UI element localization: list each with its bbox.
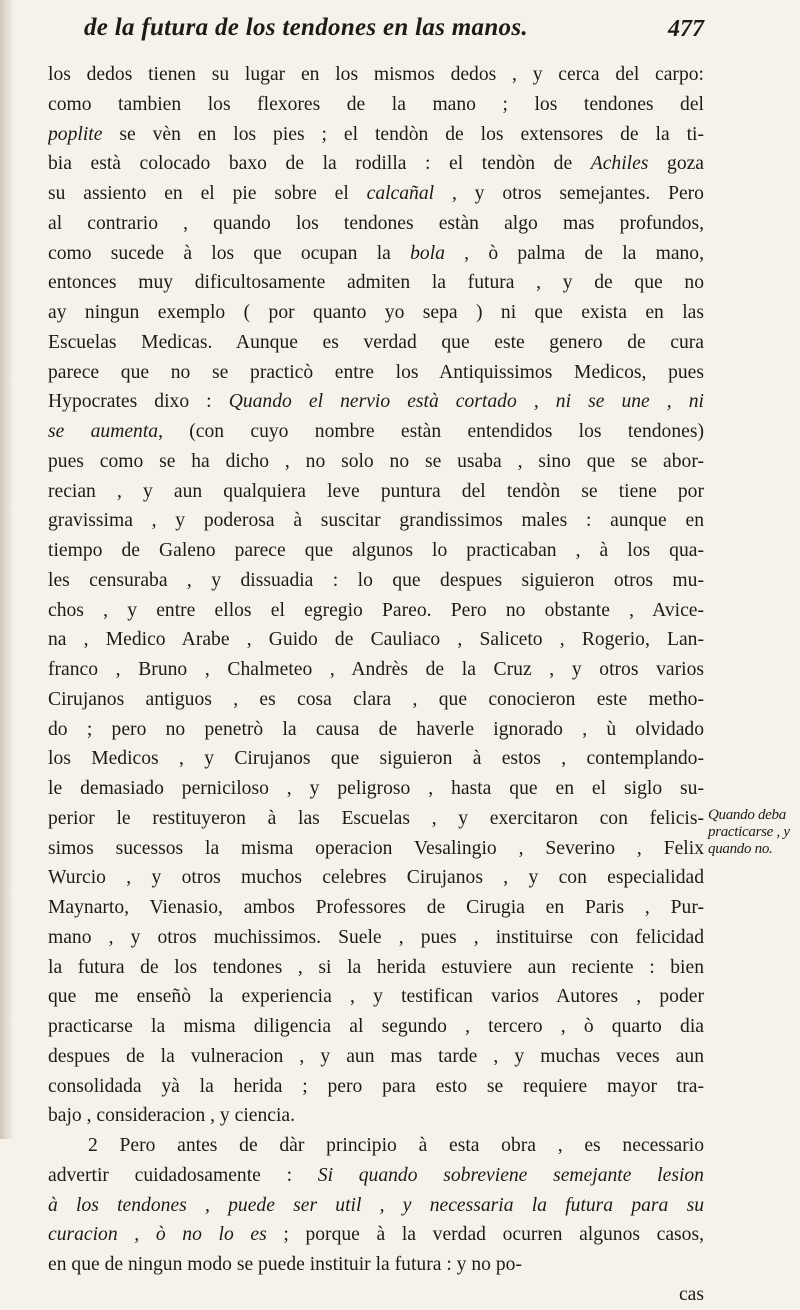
page-header — [84, 14, 704, 58]
text-segment: advertir cuidadosamente : — [48, 1164, 318, 1186]
marginal-note — [708, 807, 798, 858]
text-line — [48, 953, 704, 983]
text-segment: Hypocrates dixo : — [48, 391, 229, 413]
text-segment: bajo , consideracion , y ciencia. — [48, 1105, 295, 1127]
text-line — [48, 715, 704, 745]
text-line — [48, 1131, 704, 1161]
text-line — [48, 90, 704, 120]
text-segment: los dedos tienen su lugar en los mismos dedos , y cerca del carpo: — [48, 64, 704, 85]
text-segment: la futura de los tendones , si la herida estuviere aun reciente : bien — [48, 956, 704, 978]
text-line — [48, 477, 704, 507]
text-segment: despues de la vulneracion , y aun mas tarde , y muchas veces aun — [48, 1045, 704, 1067]
text-line — [48, 536, 704, 566]
text-segment: ; porque à la verdad ocurren algunos casos, — [266, 1224, 704, 1246]
text-line — [48, 625, 704, 655]
text-segment: perior le restituyeron à las Escuelas , y exercitaron con felicis- — [48, 807, 704, 829]
text-segment: cas — [678, 1283, 704, 1305]
text-segment: ay ningun exemplo ( por quanto yo sepa ) ni que exista en las — [48, 302, 704, 323]
text-segment: simos sucessos la misma operacion Vesalingio , Severino , Felix — [48, 837, 704, 859]
text-line — [48, 1161, 704, 1191]
text-segment: Maynarto, Vienasio, ambos Professores de Cirugia en Paris , Pur- — [48, 897, 704, 918]
text-line — [48, 209, 704, 239]
text-line — [48, 120, 704, 150]
marginal-note-line: quando no. — [708, 841, 773, 857]
text-segment: Escuelas Medicas. Aunque es verdad que este genero de cura — [48, 331, 704, 353]
text-segment: mano , y otros muchissimos. Suele , pues , instituirse con felicidad — [48, 926, 704, 948]
text-segment: na , Medico Arabe , Guido de Cauliaco , Saliceto , Rogerio, Lan- — [48, 629, 704, 651]
text-line — [48, 506, 704, 536]
text-segment: entonces muy dificultosamente admiten la futura , y de que no — [48, 272, 704, 294]
text-segment: Wurcio , y otros muchos celebres Cirujanos , y con especialidad — [48, 867, 704, 889]
text-line — [48, 834, 704, 864]
text-line — [48, 774, 704, 804]
text-segment: practicarse la misma diligencia al segundo , tercero , ò quarto dia — [48, 1016, 704, 1037]
text-line — [48, 179, 704, 209]
text-segment: su assiento en el pie sobre el — [48, 183, 367, 204]
italic-segment: curacion , ò no lo es — [48, 1224, 267, 1246]
text-line — [48, 149, 704, 179]
running-head: de la futura de los tendones en las manos. — [84, 14, 528, 41]
text-line — [48, 566, 704, 596]
text-line — [48, 239, 704, 269]
text-line — [48, 655, 704, 685]
marginal-note-line: Quando deba — [708, 807, 786, 823]
text-line — [48, 893, 704, 923]
text-line — [48, 863, 704, 893]
text-segment: , (con cuyo nombre estàn entendidos los tendones) — [158, 421, 704, 442]
marginal-note-line: practicarse , y — [708, 824, 790, 840]
text-segment: en que de ningun modo se puede instituir la futura : y no po- — [48, 1254, 522, 1275]
italic-segment: Achiles — [590, 153, 649, 175]
text-segment: parece que no se practicò entre los Antiquissimos Medicos, pues — [48, 361, 704, 383]
text-line — [48, 417, 704, 447]
text-line — [48, 1012, 704, 1042]
text-segment: como tambien los flexores de la mano ; los tendones del — [48, 93, 704, 115]
italic-segment: bola — [410, 242, 445, 264]
text-segment: que me enseñò la experiencia , y testifican varios Autores , poder — [48, 986, 704, 1008]
text-segment: al contrario , quando los tendones estàn algo mas profundos, — [48, 212, 704, 234]
italic-segment: Si quando sobreviene semejante lesion — [317, 1164, 704, 1186]
text-line — [48, 982, 704, 1012]
text-segment: gravissima , y poderosa à suscitar grandissimos males : aunque en — [48, 510, 704, 532]
text-line — [48, 685, 704, 715]
text-segment: los Medicos , y Cirujanos que siguieron à estos , contemplando- — [48, 748, 704, 770]
text-line — [48, 447, 704, 477]
page-gutter-shadow — [0, 0, 14, 1139]
text-segment: consolidada yà la herida ; pero para esto se requiere mayor tra- — [48, 1075, 704, 1097]
italic-segment: se aumenta — [48, 421, 159, 442]
text-segment: Cirujanos antiguos , es cosa clara , que conocieron este metho- — [48, 688, 704, 710]
text-line — [48, 268, 704, 298]
text-line — [48, 596, 704, 626]
text-line — [48, 358, 704, 388]
text-line — [48, 328, 704, 358]
text-segment: franco , Bruno , Chalmeteo , Andrès de la Cruz , y otros varios — [48, 659, 704, 680]
text-segment: do ; pero no penetrò la causa de haverle ignorado , ù olvidado — [48, 718, 704, 740]
text-segment: goza — [648, 153, 704, 175]
text-line — [48, 804, 704, 834]
text-segment: , y otros semejantes. Pero — [434, 183, 704, 204]
text-line — [48, 1220, 704, 1250]
text-segment: 2 Pero antes de dàr principio à esta obra , es necessario — [88, 1135, 704, 1156]
text-segment: se vèn en los pies ; el tendòn de los extensores de la ti- — [102, 123, 704, 145]
text-line — [48, 1280, 704, 1310]
text-segment: pues como se ha dicho , no solo no se usaba , sino que se abor- — [48, 450, 704, 472]
text-segment: chos , y entre ellos el egregio Pareo. Pero no obstante , Avice- — [48, 599, 704, 621]
text-line — [48, 298, 704, 328]
italic-segment: Quando el nervio està cortado , ni se une , ni — [228, 391, 704, 413]
italic-segment: calcañal — [366, 183, 435, 204]
italic-segment: poplite — [48, 123, 103, 145]
page-number: 477 — [668, 16, 704, 42]
text-segment: recian , y aun qualquiera leve puntura del tendòn se tiene por — [48, 480, 704, 502]
text-segment: como sucede à los que ocupan la — [48, 242, 411, 264]
text-line — [48, 1191, 704, 1221]
text-segment: le demasiado perniciloso , y peligroso , hasta que en el siglo su- — [48, 778, 704, 799]
text-segment: tiempo de Galeno parece que algunos lo practicaban , à los qua- — [48, 540, 704, 561]
text-line — [48, 60, 704, 90]
body-text — [48, 60, 704, 1310]
text-segment: bia està colocado baxo de la rodilla : el tendòn de — [48, 153, 591, 175]
text-line — [48, 1042, 704, 1072]
text-line — [48, 744, 704, 774]
text-segment: , ò palma de la mano, — [444, 242, 704, 264]
text-line — [48, 1101, 704, 1131]
text-line — [48, 1250, 704, 1280]
text-line — [48, 1072, 704, 1102]
text-line — [48, 387, 704, 417]
text-segment: les censuraba , y dissuadia : lo que despues siguieron otros mu- — [48, 569, 704, 591]
text-line — [48, 923, 704, 953]
italic-segment: à los tendones , puede ser util , y necessaria la futura para su — [48, 1194, 704, 1216]
